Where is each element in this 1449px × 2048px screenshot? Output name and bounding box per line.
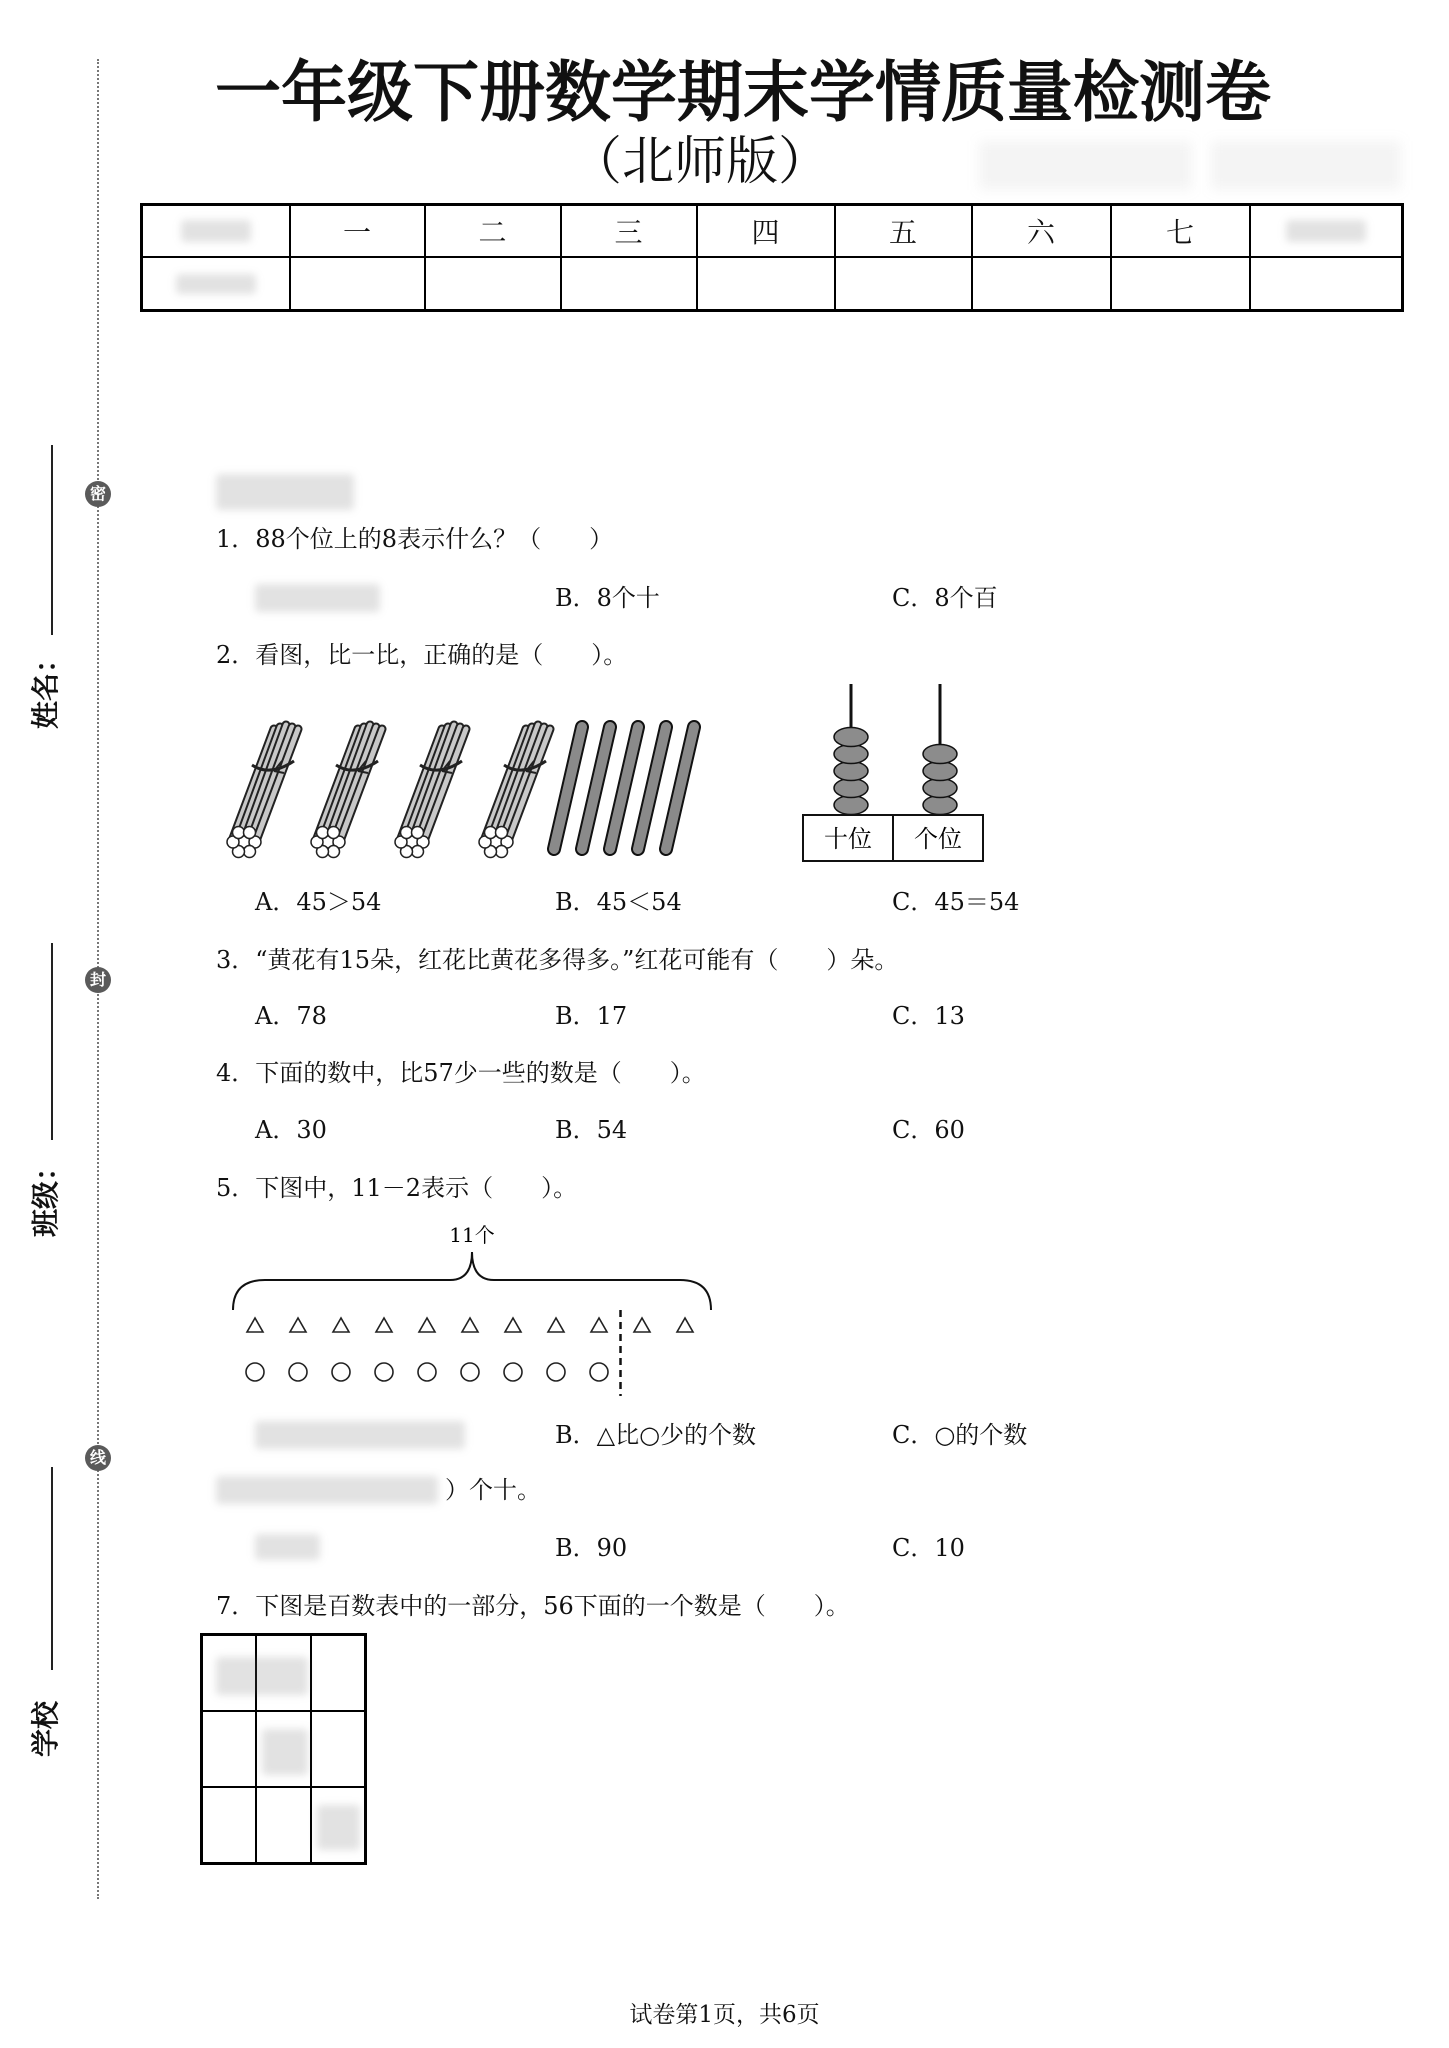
name-fill-line — [51, 445, 53, 635]
abacus-bead — [923, 762, 957, 781]
triangle-shape — [462, 1318, 478, 1332]
stick-end — [233, 826, 245, 838]
score-cell — [425, 257, 561, 311]
triangle-shape — [677, 1318, 693, 1332]
score-header-cell: 五 — [835, 205, 972, 258]
triangle-shape — [634, 1318, 650, 1332]
circle-shape — [246, 1363, 264, 1381]
question-3-option-b: B．17 — [555, 1002, 628, 1030]
triangle-shape — [290, 1318, 306, 1332]
score-header-cell: 三 — [561, 205, 697, 258]
score-cell — [1250, 257, 1403, 311]
redacted-cell-number — [317, 1805, 360, 1850]
triangle-shape — [333, 1318, 349, 1332]
question-5-option-b: B．△比○少的个数 — [555, 1421, 757, 1449]
score-cell — [697, 257, 835, 311]
question-6-option-c: C．10 — [892, 1534, 965, 1562]
abacus-bead — [923, 779, 957, 798]
brace-label: 11个 — [449, 1223, 495, 1247]
score-cell — [142, 257, 290, 311]
circle-shape — [590, 1363, 608, 1381]
stick-body — [610, 727, 638, 849]
stick-body — [554, 727, 582, 849]
triangle-shape — [247, 1318, 263, 1332]
question-3-option-a: A．78 — [255, 1002, 327, 1030]
stick-end — [401, 826, 413, 838]
stick-body — [582, 727, 610, 849]
triangle-shape — [548, 1318, 564, 1332]
question-3-option-c: C．13 — [892, 1002, 965, 1030]
score-cell — [1111, 257, 1250, 311]
grid-cell — [202, 1787, 256, 1863]
stick-end — [485, 826, 497, 838]
exam-subtitle: （北师版） — [569, 132, 830, 192]
stick-end — [317, 826, 329, 838]
question-6-option-b: B．90 — [555, 1534, 628, 1562]
curly-brace — [233, 1252, 711, 1310]
school-label: 学校 — [29, 1701, 62, 1758]
class-fill-line — [51, 943, 53, 1140]
score-table-header-row — [142, 205, 1403, 258]
score-cell — [290, 257, 425, 311]
circle-shape — [332, 1363, 350, 1381]
question-7-stem: 7．下图是百数表中的一部分，56下面的一个数是（ ）。 — [216, 1592, 850, 1620]
score-table — [140, 203, 1404, 312]
single-stick — [666, 727, 694, 849]
score-header-cell: 四 — [697, 205, 835, 258]
grid-cell — [256, 1787, 310, 1863]
single-stick — [582, 727, 610, 849]
question-4-option-a: A．30 — [255, 1116, 327, 1144]
score-cell — [835, 257, 972, 311]
question-4-option-b: B．54 — [555, 1116, 628, 1144]
score-table-score-row — [142, 257, 1403, 311]
stick-end — [496, 826, 508, 838]
counting-sticks-figure — [216, 715, 706, 865]
abacus-bead — [834, 779, 868, 798]
redacted-question-6-stem — [216, 1476, 438, 1504]
stick-end — [496, 846, 508, 858]
score-header-cell: 二 — [425, 205, 561, 258]
single-stick — [638, 727, 666, 849]
question-1-option-b: B．8个十 — [555, 584, 660, 612]
question-4-option-c: C．60 — [892, 1116, 965, 1144]
ones-place-label: 个位 — [914, 825, 962, 853]
redacted-section-heading — [216, 474, 354, 510]
redacted-text — [176, 274, 256, 294]
redacted-option-a — [255, 584, 380, 612]
abacus-bead — [923, 745, 957, 764]
stick-end — [412, 846, 424, 858]
question-6-stem-visible: ）个十。 — [445, 1476, 541, 1504]
question-3-stem: 3．“黄花有15朵，红花比黄花多得多。”红花可能有（ ）朵。 — [216, 946, 899, 974]
question-2-option-a: A．45＞54 — [255, 888, 382, 916]
redacted-option-a — [255, 1534, 320, 1560]
stick-end — [412, 826, 424, 838]
abacus-bead — [834, 745, 868, 764]
page-footer: 试卷第1页，共6页 — [629, 2002, 820, 2028]
grid-cell — [311, 1711, 365, 1787]
triangle-shape — [376, 1318, 392, 1332]
stick-end — [244, 826, 256, 838]
abacus-bead — [834, 796, 868, 815]
question-5-stem: 5．下图中，11－2表示（ ）。 — [216, 1174, 578, 1202]
redacted-option-a — [255, 1421, 465, 1449]
score-cell — [561, 257, 697, 311]
circle-shape — [418, 1363, 436, 1381]
score-cell — [972, 257, 1111, 311]
seal-mark: 线 — [85, 1445, 111, 1471]
single-stick — [610, 727, 638, 849]
stick-body — [638, 727, 666, 849]
ten-stick-bundle — [311, 725, 382, 858]
school-fill-line — [51, 1467, 53, 1670]
circle-shape — [375, 1363, 393, 1381]
score-header-first — [142, 205, 290, 258]
stick-body — [666, 727, 694, 849]
redacted-cell-number — [216, 1657, 308, 1695]
ten-stick-bundle — [227, 725, 298, 858]
redacted-cell-number — [262, 1729, 308, 1775]
question-2-option-b: B．45＜54 — [555, 888, 682, 916]
name-label: 姓名： — [29, 645, 62, 730]
watermark-blur — [979, 141, 1192, 190]
triangle-shape — [419, 1318, 435, 1332]
exam-title: 一年级下册数学期末学情质量检测卷 — [215, 53, 1271, 131]
stick-end — [328, 846, 340, 858]
circle-shape — [289, 1363, 307, 1381]
stick-end — [244, 846, 256, 858]
seal-mark: 封 — [85, 967, 111, 993]
score-header-cell: 七 — [1111, 205, 1250, 258]
question-2-stem: 2．看图，比一比，正确的是（ ）。 — [216, 641, 628, 669]
stick-end — [328, 826, 340, 838]
redacted-text — [1286, 220, 1366, 242]
watermark-blur — [1211, 141, 1401, 190]
abacus-figure — [800, 680, 990, 865]
question-2-option-c: C．45＝54 — [892, 888, 1020, 916]
score-header-last — [1250, 205, 1403, 258]
question-1-stem: 1．88个位上的8表示什么？（ ） — [216, 525, 614, 553]
question-1-option-c: C．8个百 — [892, 584, 998, 612]
circle-shape — [461, 1363, 479, 1381]
question-4-stem: 4．下面的数中，比57少一些的数是（ ）。 — [216, 1059, 706, 1087]
abacus-bead — [923, 796, 957, 815]
triangles-circles-figure — [225, 1218, 725, 1403]
tens-place-label: 十位 — [824, 825, 872, 853]
grid-cell — [202, 1711, 256, 1787]
redacted-text — [181, 220, 251, 242]
single-stick — [554, 727, 582, 849]
score-header-cell: 六 — [972, 205, 1111, 258]
circle-shape — [504, 1363, 522, 1381]
class-label: 班级： — [29, 1153, 62, 1238]
score-header-cell: 一 — [290, 205, 425, 258]
abacus-bead — [834, 762, 868, 781]
circle-shape — [547, 1363, 565, 1381]
triangle-shape — [505, 1318, 521, 1332]
ten-stick-bundle — [395, 725, 466, 858]
seal-mark: 密 — [85, 481, 111, 507]
grid-cell — [311, 1635, 365, 1711]
ten-stick-bundle — [479, 725, 550, 858]
abacus-bead — [834, 728, 868, 747]
question-5-option-c: C．○的个数 — [892, 1421, 1028, 1449]
triangle-shape — [591, 1318, 607, 1332]
